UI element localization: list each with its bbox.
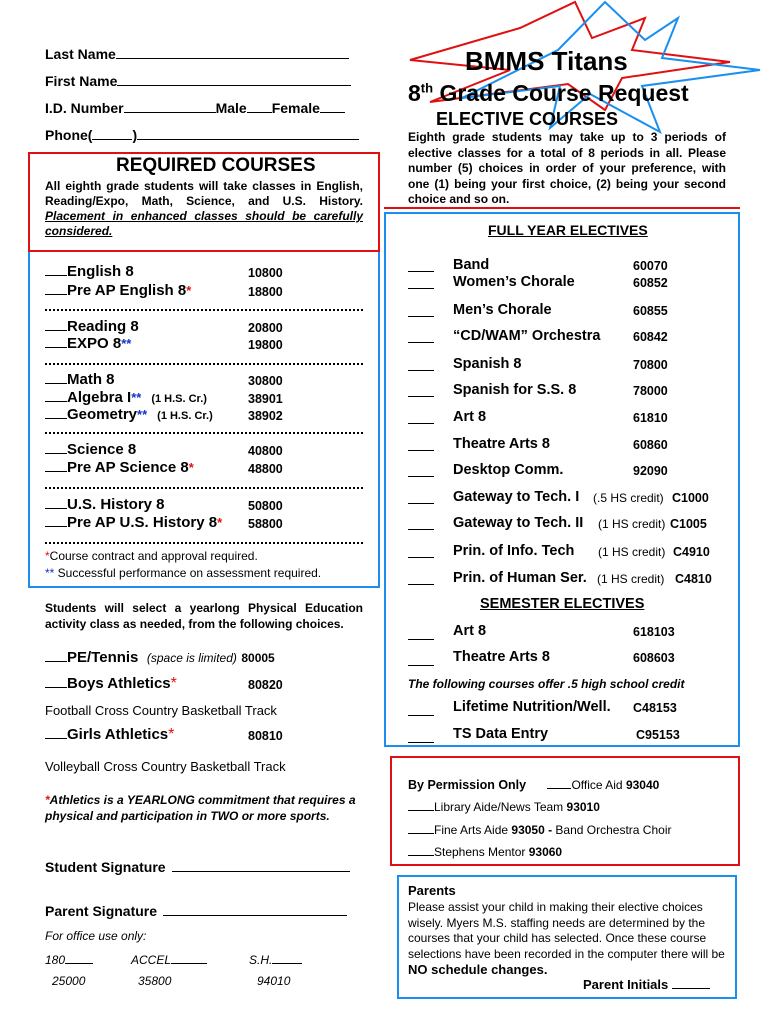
required-course-row[interactable] [45,389,207,407]
elective-name: Prin. of Info. Tech [453,543,575,559]
pe-tennis-row[interactable]: PE/Tennis (space is limited) 80005 [45,649,275,667]
fine-arts-aide-row[interactable]: Fine Arts Aide 93050 - Band Orchestra Choir [408,823,671,837]
choice-blank[interactable] [408,557,434,558]
required-course-row[interactable] [45,496,165,514]
stephens-mentor-row[interactable]: Stephens Mentor 93060 [408,845,562,859]
choice-blank[interactable] [45,453,67,454]
course-credit: (1 H.S. Cr.) [151,393,207,405]
student-signature-field[interactable]: Student Signature [45,859,350,875]
course-mark: * [188,460,194,475]
required-description: All eighth grade students will take classes in English, Reading/Expo, Math, Science, and U.S. History. Placement in enhanced classes should be carefully considered. [45,179,363,238]
elective-code: C95153 [636,728,680,742]
elective-name: Spanish 8 [453,356,522,372]
elective-courses-title: ELECTIVE COURSES [436,109,619,129]
parent-signature-field[interactable]: Parent Signature [45,903,347,919]
parents-text: Please assist your child in making their elective choices wisely. Myers M.S. staffing needs are determined by the courses that your child has selected. Once these course selections have been recorded in the computer there will be NO schedule changes. [408,900,725,977]
choice-blank[interactable] [408,639,434,640]
girls-athletics-code: 80810 [248,729,283,743]
elective-code: 61810 [633,411,668,425]
elective-code: C4910 [673,545,710,559]
elective-code: 60855 [633,304,668,318]
header-divider [384,207,740,209]
choice-blank[interactable] [408,423,434,424]
course-mark: * [186,283,192,298]
elective-code: 60842 [633,330,668,344]
course-credit: (1 H.S. Cr.) [157,410,213,422]
semester-electives-title: SEMESTER ELECTIVES [480,596,645,612]
elective-code: 60860 [633,438,668,452]
office-code-1: 180 [45,953,93,967]
elective-code: C1000 [672,491,709,505]
choice-blank[interactable] [408,288,434,289]
course-name: EXPO 8 [67,335,122,352]
library-aide-row[interactable]: Library Aide/News Team 93010 [408,800,600,814]
course-code: 19800 [248,338,283,352]
elective-code: 608603 [633,651,675,665]
course-name: English 8 [67,263,134,280]
choice-blank[interactable] [408,271,434,272]
note-assessment: ** Successful performance on assessment required. [45,566,322,580]
parent-initials-field[interactable]: Parent Initials [583,977,710,992]
choice-blank[interactable] [45,383,67,384]
course-code: 58800 [248,517,283,531]
required-course-row[interactable] [45,282,191,300]
elective-name: Art 8 [453,623,487,639]
choice-blank[interactable] [45,275,67,276]
boys-athletics-row[interactable]: Boys Athletics* [45,675,177,693]
office-value-3: 94010 [257,974,291,988]
dotted-divider [45,542,363,544]
office-code-2: ACCEL [131,953,207,967]
elective-name: Lifetime Nutrition/Well. [453,699,611,715]
elective-name: Band [453,257,490,273]
required-course-row[interactable] [45,406,213,424]
course-code: 50800 [248,499,283,513]
first-name-field[interactable]: First Name [45,73,351,89]
office-use-label: For office use only: [45,929,147,943]
choice-blank[interactable] [45,401,67,402]
full-year-electives-title: FULL YEAR ELECTIVES [488,222,648,238]
choice-blank[interactable] [408,715,434,716]
elective-code: 70800 [633,358,668,372]
elective-name: Theatre Arts 8 [453,436,550,452]
elective-name: “CD/WAM” Orchestra [453,328,601,344]
elective-credit: (1 HS credit) [598,517,666,531]
elective-name: TS Data Entry [453,726,549,742]
course-name: Science 8 [67,441,137,458]
boys-sports: Football Cross Country Basketball Track [45,703,277,718]
dotted-divider [45,309,363,311]
choice-blank[interactable] [45,294,67,295]
school-title: BMMS Titans [465,46,628,76]
athletics-note: *Athletics is a YEARLONG commitment that requires a physical and participation in TWO or more sports. [45,793,356,823]
office-value-2: 35800 [138,974,172,988]
elective-code: 60852 [633,276,668,290]
course-code: 30800 [248,374,283,388]
permission-title-row[interactable]: By Permission Only Office Aid 93040 [408,778,660,792]
choice-blank[interactable] [45,418,67,419]
elective-code: C4810 [675,572,712,586]
required-course-row[interactable] [45,263,134,281]
elective-name: Desktop Comm. [453,462,564,478]
choice-blank[interactable] [408,503,434,504]
hs-credit-note: The following courses offer .5 high school credit [408,677,685,691]
elective-name: Women’s Chorale [453,274,575,290]
course-code: 48800 [248,462,283,476]
elective-credit: (1 HS credit) [598,545,666,559]
course-name: Pre AP U.S. History 8 [67,514,218,531]
required-course-row[interactable] [45,318,139,336]
choice-blank[interactable] [45,508,67,509]
dotted-divider [45,432,363,434]
course-mark: ** [137,407,148,422]
choice-blank[interactable] [408,529,434,530]
boys-athletics-code: 80820 [248,678,283,692]
course-mark: ** [131,390,142,405]
choice-blank[interactable] [408,342,434,343]
elective-code: C1005 [670,517,707,531]
choice-blank[interactable] [45,471,67,472]
course-code: 18800 [248,285,283,299]
office-code-3: S.H. [249,953,302,967]
choice-blank[interactable] [45,526,67,527]
electives-box [384,212,740,747]
elective-code: 92090 [633,464,668,478]
choice-blank[interactable] [408,742,434,743]
course-name: Pre AP English 8 [67,282,187,299]
phone-field[interactable]: Phone( ) [45,127,359,143]
elective-credit: (1 HS credit) [597,572,665,586]
grade-title: 8th Grade Course Request [408,80,689,106]
course-name: Pre AP Science 8 [67,459,189,476]
course-code: 10800 [248,266,283,280]
elective-name: Theatre Arts 8 [453,649,550,665]
choice-blank[interactable] [408,476,434,477]
elective-code: 618103 [633,625,675,639]
choice-blank[interactable] [408,665,434,666]
choice-blank[interactable] [408,370,434,371]
required-course-row[interactable] [45,335,131,353]
course-name: Algebra I [67,389,132,406]
elective-name: Art 8 [453,409,487,425]
choice-blank[interactable] [45,347,67,348]
pe-description: Students will select a yearlong Physical Education activity class as needed, from the following choices. [45,601,363,631]
course-name: U.S. History 8 [67,496,165,513]
elective-code: 78000 [633,384,668,398]
course-name: Math 8 [67,371,115,388]
elective-name: Spanish for S.S. 8 [453,382,577,398]
elective-description: Eighth grade students may take up to 3 periods of elective classes for a total of 8 periods in all. Please number (5) choices in order of your preference, with one (1) being your first choice, (2) being your second choice and so on. [408,130,726,206]
choice-blank[interactable] [408,450,434,451]
elective-code: 60070 [633,259,668,273]
course-code: 38902 [248,409,283,423]
elective-credit: (.5 HS credit) [593,491,664,505]
course-mark: * [217,515,223,530]
note-contract: *Course contract and approval required. [45,549,258,563]
choice-blank[interactable] [408,396,434,397]
choice-blank[interactable] [408,316,434,317]
girls-athletics-row[interactable]: Girls Athletics* [45,726,174,744]
parents-title: Parents [408,883,456,898]
id-gender-field[interactable]: I.D. Number Male Female [45,100,345,116]
elective-code: C48153 [633,701,677,715]
course-mark: ** [121,336,132,351]
course-name: Geometry [67,406,138,423]
course-code: 38901 [248,392,283,406]
girls-sports: Volleyball Cross Country Basketball Track [45,759,286,774]
required-course-row[interactable] [45,459,194,477]
elective-name: Men’s Chorale [453,302,552,318]
office-value-1: 25000 [52,974,86,988]
dotted-divider [45,363,363,365]
course-name: Reading 8 [67,318,139,335]
dotted-divider [45,487,363,489]
required-courses-title: REQUIRED COURSES [116,155,316,176]
required-course-row[interactable] [45,371,115,389]
elective-name: Gateway to Tech. II [453,515,584,531]
elective-name: Prin. of Human Ser. [453,570,587,586]
choice-blank[interactable] [45,330,67,331]
course-code: 40800 [248,444,283,458]
required-course-row[interactable] [45,441,136,459]
choice-blank[interactable] [408,584,434,585]
elective-name: Gateway to Tech. I [453,489,580,505]
last-name-field[interactable]: Last Name [45,46,349,62]
course-code: 20800 [248,321,283,335]
required-course-row[interactable] [45,514,222,532]
